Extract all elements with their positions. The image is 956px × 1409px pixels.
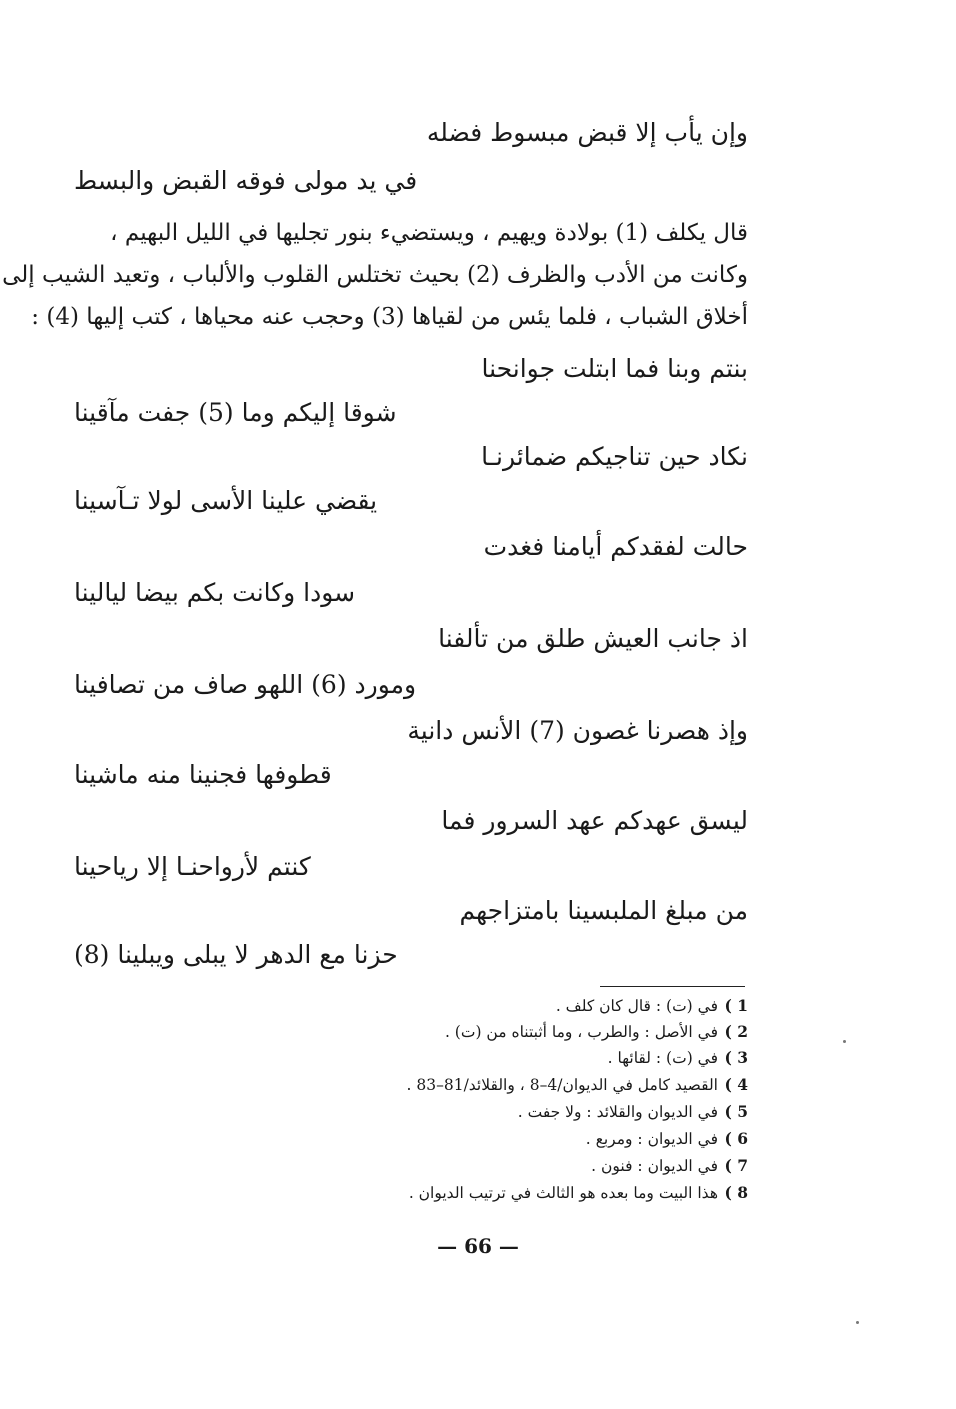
poem-verse-7-second: حزنا مع الدهر لا يبلى ويبلينا (8) <box>74 940 398 969</box>
footnote-text: في الديوان : فنون . <box>591 1157 718 1175</box>
prose-line-1: قال يكلف (1) بولادة ويهيم ، ويستضيء بنور تجليها في الليل البهيم ، <box>110 220 748 246</box>
footnote-text: في الديوان : ومربع . <box>585 1130 718 1148</box>
footnote-number: 1 ) <box>724 996 748 1015</box>
scan-speck <box>856 1321 859 1324</box>
poem-verse-7-first: من مبلغ الملبسينا بامتزاجهم <box>459 896 748 925</box>
poem-verse-1-second: شوقا إليكم وما (5) جفت مآقينا <box>74 398 397 427</box>
footnote-2 <box>445 1020 748 1044</box>
poem-verse-4-second: ومورد (6) اللهو صاف من تصافينا <box>74 670 417 699</box>
footnote-6 <box>586 1127 748 1151</box>
poem-verse-3-first: حالت لفقدكم أيامنا فغدت <box>483 532 748 561</box>
poem-verse-6-first: ليسق عهدكم عهد السرور فما <box>441 806 748 835</box>
footnote-8 <box>409 1181 748 1205</box>
footnote-number: 8 ) <box>724 1183 748 1202</box>
prose-line-2: وكانت من الأدب والظرف (2) بحيث تختلس القلوب والألباب ، وتعيد الشيب إلى <box>2 262 748 288</box>
page-number: — 66 — <box>437 1234 519 1258</box>
footnote-text: في (ت) : لقائها . <box>607 1049 718 1067</box>
footnote-number: 4 ) <box>724 1075 748 1094</box>
footnote-text: في الأصل : والطرب ، وما أثبتناه من (ت) . <box>444 1023 718 1041</box>
footnote-text: في (ت) : قال كان كلف . <box>555 997 718 1015</box>
verse-1-first-hemistich: وإن يأب إلا قبض مبسوط فضله <box>426 118 748 147</box>
poem-verse-2-first: نكاد حين تناجيكم ضمائرنـا <box>481 442 748 471</box>
footnote-number: 3 ) <box>724 1048 748 1067</box>
poem-verse-5-second: قطوفها فجنينا منه ماشينا <box>74 760 332 789</box>
footnote-text: هذا البيت وما بعده هو الثالث في ترتيب الديوان . <box>408 1184 718 1202</box>
footnote-number: 7 ) <box>724 1156 748 1175</box>
poem-verse-6-second: كنتم لأرواحنـا إلا رياحينا <box>74 852 311 881</box>
footnote-text: القصيد كامل في الديوان/4–8 ، والقلائد/81–83 . <box>406 1076 718 1094</box>
poem-verse-3-second: سودا وكانت بكم بيضا ليالينا <box>74 578 356 607</box>
poem-verse-5-first: وإذ هصرنا غصون (7) الأنس دانية <box>407 716 748 745</box>
poem-verse-4-first: اذ جانب العيش طلق من تألفنا <box>438 624 748 653</box>
poem-verse-1-first: بنتم وبنا فما ابتلت جوانحنا <box>481 354 748 383</box>
footnote-4 <box>407 1073 749 1097</box>
footnote-3 <box>608 1046 748 1070</box>
footnote-7 <box>591 1154 748 1178</box>
footnote-number: 2 ) <box>724 1022 748 1041</box>
verse-1-second-hemistich: في يد مولى فوقه القبض والبسط <box>74 166 418 195</box>
prose-line-3: أخلاق الشباب ، فلما يئس من لقياها (3) وحجب عنه محياها ، كتب إليها (4) : <box>31 304 748 330</box>
footnote-number: 6 ) <box>724 1129 748 1148</box>
footnote-separator <box>600 986 745 987</box>
footnote-number: 5 ) <box>724 1102 748 1121</box>
scan-speck <box>843 1040 846 1043</box>
footnote-5 <box>518 1100 748 1124</box>
poem-verse-2-second: يقضي علينا الأسى لولا تـآسينا <box>74 486 378 515</box>
footnote-text: في الديوان والقلائد : ولا جفت . <box>517 1103 718 1121</box>
footnote-1 <box>556 994 748 1018</box>
